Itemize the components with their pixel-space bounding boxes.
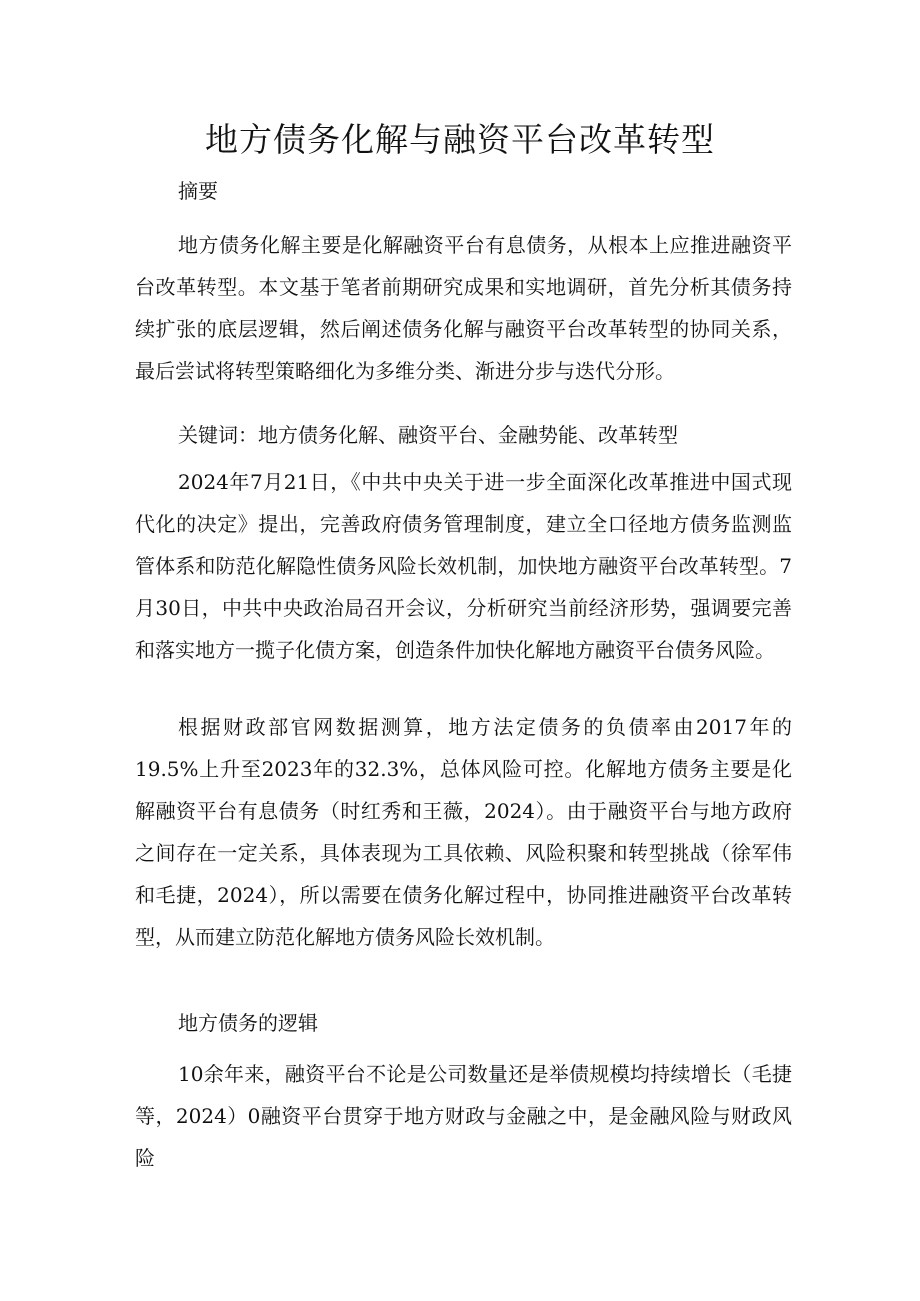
section-heading: 地方债务的逻辑 bbox=[178, 1011, 318, 1035]
abstract-paragraph: 地方债务化解主要是化解融资平台有息债务，从根本上应推进融资平台改革转型。本文基于笔者前期研究成果和实地调研，首先分析其债务持续扩张的底层逻辑，然后阐述债务化解与融资平台改革转型的协同关系，最后尝试将转型策略细化为多维分类、渐进分步与迭代分形。 bbox=[135, 233, 792, 383]
document-title: 地方债务化解与融资平台改革转型 bbox=[205, 120, 715, 159]
body-paragraph-1: 2024年7月21日，《中共中央关于进一步全面深化改革推进中国式现代化的决定》提出，完善政府债务管理制度，建立全口径地方债务监测监管体系和防范化解隐性债务风险长效机制，加快地方融资平台改革转型。7月30日，中共中央政治局召开会议，分析研究当前经济形势，强调要完善和落实地方一揽子化债方案，创造条件加快化解地方融资平台债务风险。 bbox=[135, 470, 792, 662]
body-paragraph-2: 根据财政部官网数据测算，地方法定债务的负债率由2017年的19.5%上升至2023年的32.3%，总体风险可控。化解地方债务主要是化解融资平台有息债务（时红秀和王薇，2024）。由于融资平台与地方政府之间存在一定关系，具体表现为工具依赖、风险积聚和转型挑战（徐军伟和毛捷，2024），所以需要在债务化解过程中，协同推进融资平台改革转型，从而建立防范化解地方债务风险长效机制。 bbox=[135, 715, 792, 949]
body-paragraph-3: 10余年来，融资平台不论是公司数量还是举债规模均持续增长（毛捷等，2024）0融资平台贯穿于地方财政与金融之中，是金融风险与财政风险 bbox=[135, 1062, 792, 1170]
abstract-heading: 摘要 bbox=[178, 179, 218, 203]
keywords-line: 关键词：地方债务化解、融资平台、金融势能、改革转型 bbox=[178, 423, 678, 447]
